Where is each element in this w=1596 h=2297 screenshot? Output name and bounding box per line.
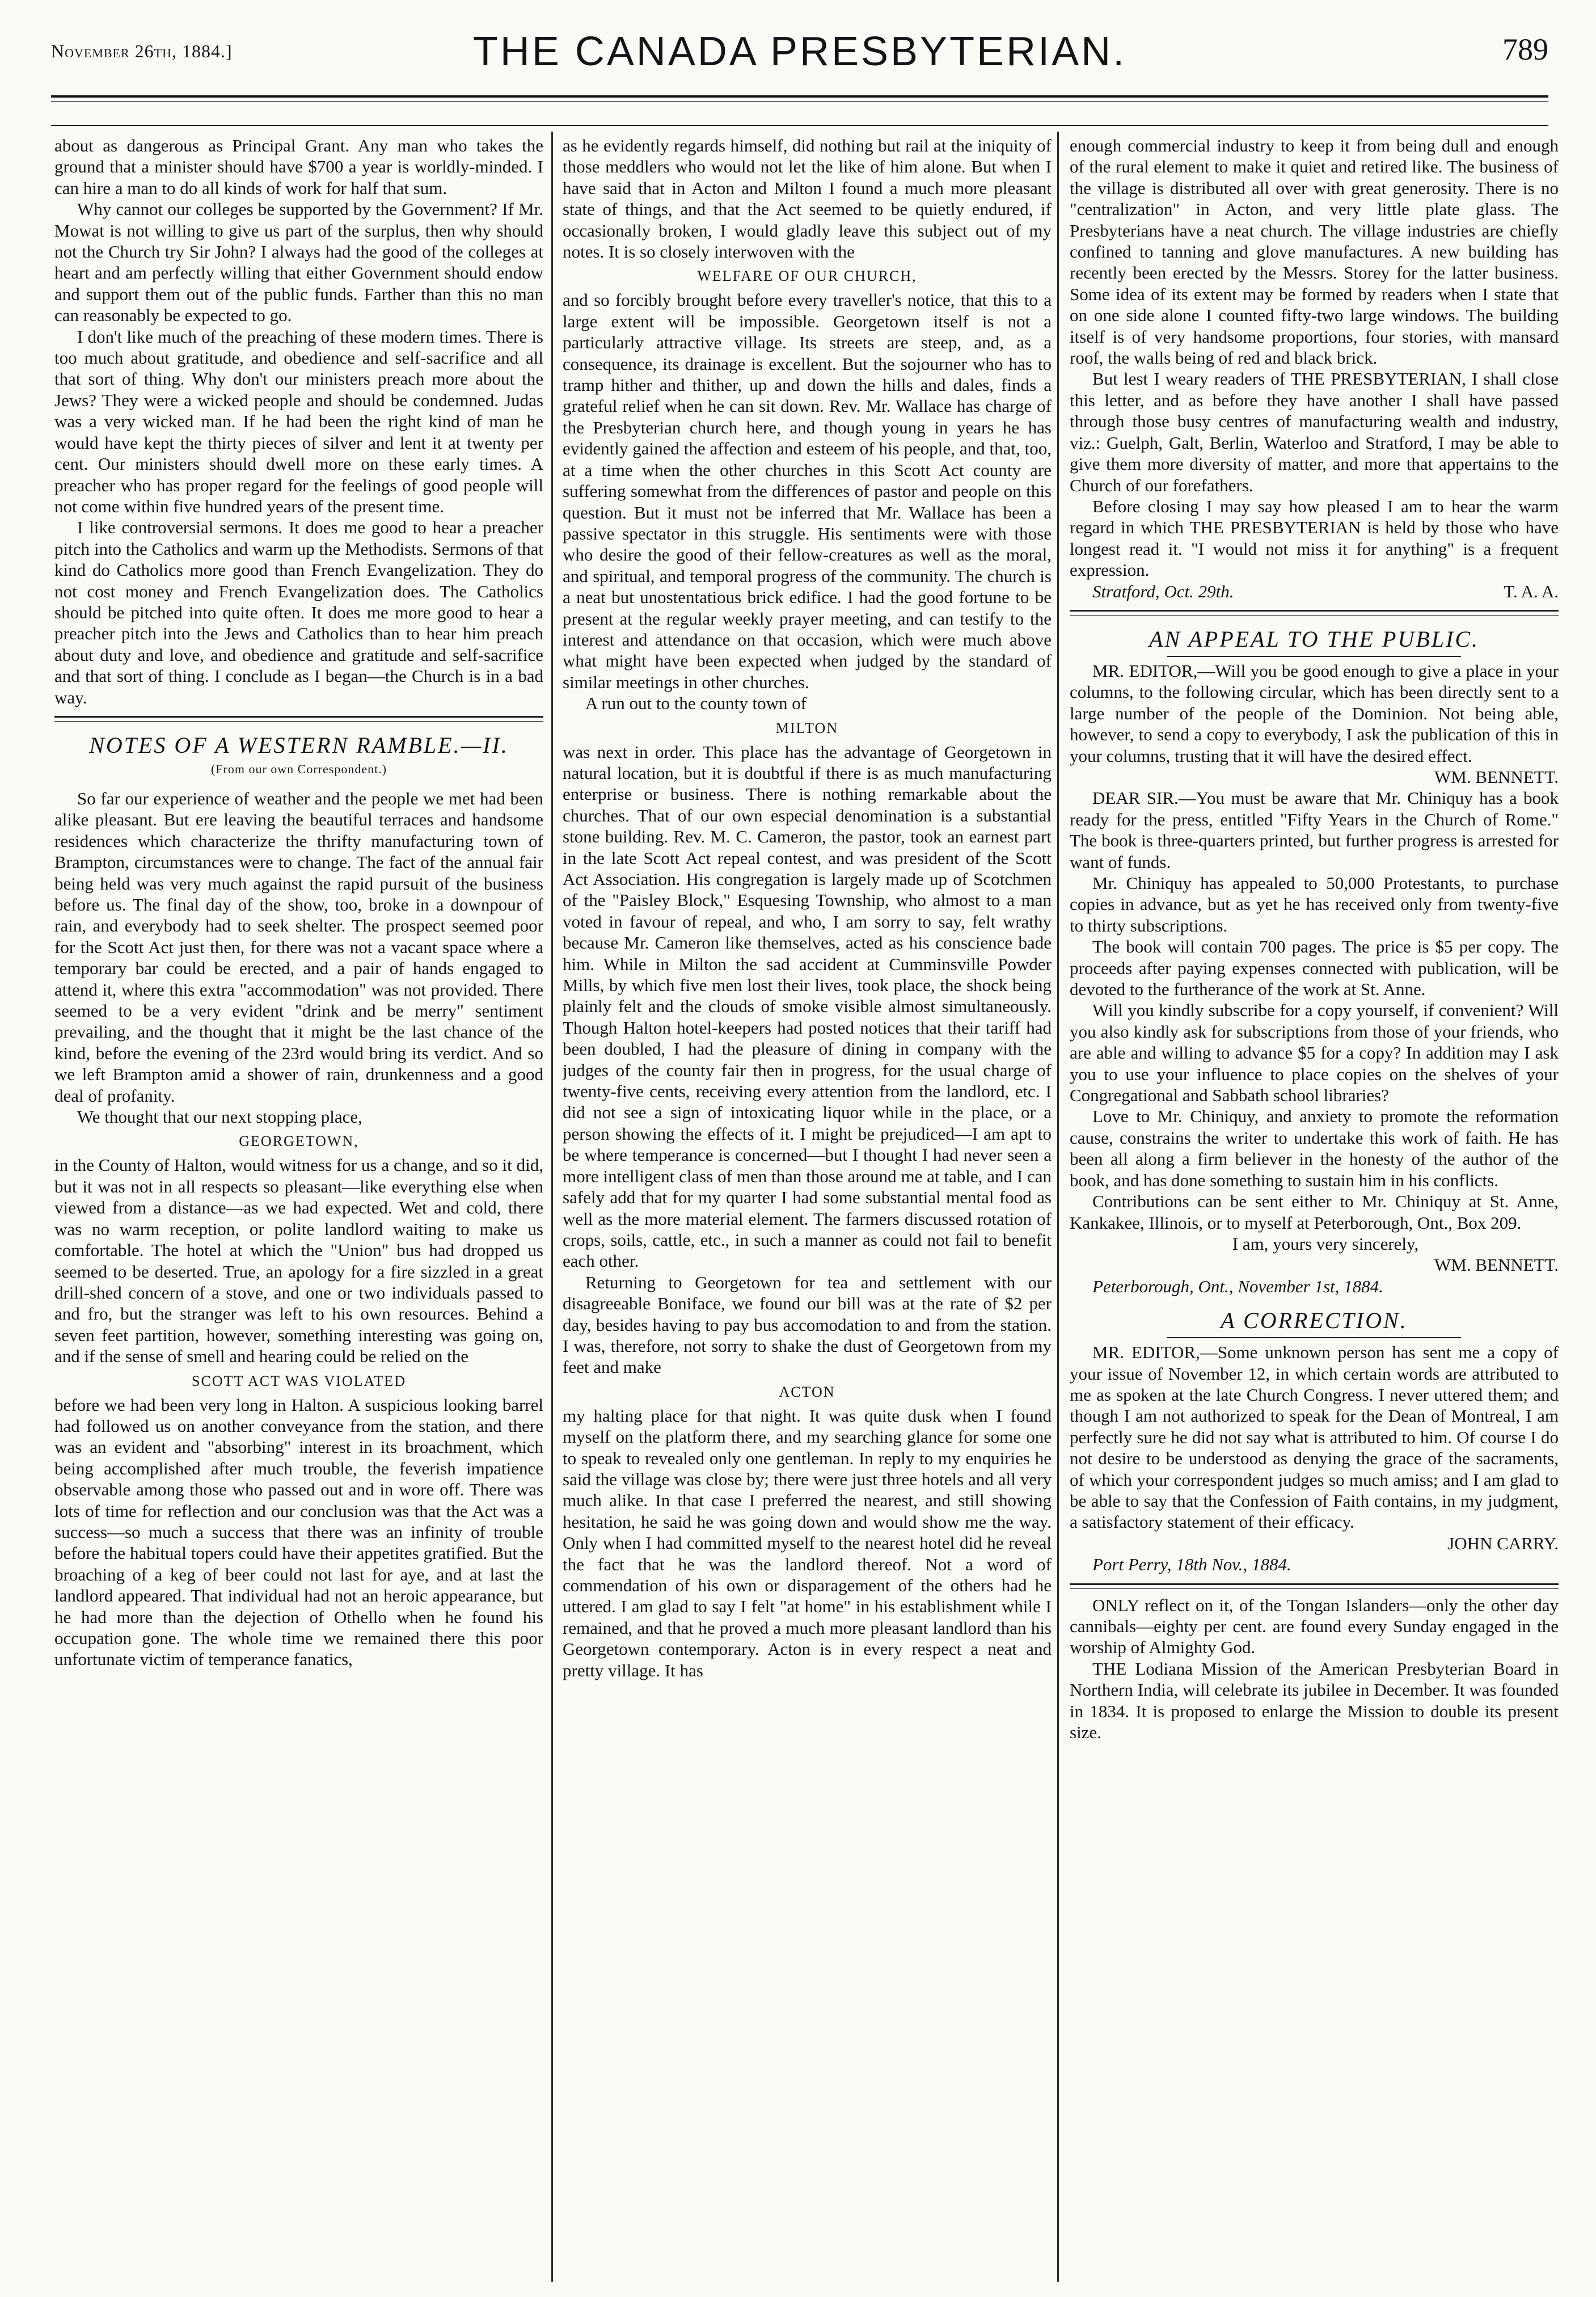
section-divider	[1070, 610, 1559, 616]
paragraph: We thought that our next stopping place,	[77, 1107, 362, 1127]
paragraph: Why cannot our colleges be supported by the Government? If Mr. Mowat is not willing to give us part of the surplus, then why should not the Church try Sir John? I always had the good of the colleges at heart and am perfectly willing that either Government should endow and support them out of the public funds. Farther than this no man can reasonably be expected to go.	[54, 199, 543, 326]
paragraph: Before closing I may say how pleased I am to hear the warm regard in which THE PRESBYTERIAN is held by those who have longest read it. "I would not miss it for anything" is a frequent expression.	[1070, 496, 1559, 580]
newspaper-title: THE CANADA PRESBYTERIAN.	[472, 29, 1127, 74]
paragraph: and so forcibly brought before every traveller's notice, that this to a large extent will be impossible. Georgetown itself is not a particularly attractive village. Its streets are steep, and, as a consequence, its drainage is excellent. But the sojourner who has to tramp hither and thither, up and down the hills and dales, finds a grateful relief when he can sit down. Rev. Mr. Wallace has charge of the Presbyterian church here, and though young in years he has evidently gained the affection and esteem of his people, and that, too, at a time when the other churches in this Scott Act county are suffering somewhat from the differences of pastor and people on this question. But it must not be inferred that Mr. Wallace has been a passive spectator in this struggle. His sentiments were with those who desire the good of their fellow-creatures as well as the moral, and spiritual, and temporal progress of the community. The church is a neat but unostentatious brick edifice. I had the good fortune to be present at the regular weekly prayer meeting, and can testify to the interest and attendance on that occasion, which were much above what might have been expected when judged by the standard of similar meetings in other churches.	[563, 290, 1052, 692]
paragraph: ONLY reflect on it, of the Tongan Islanders—only the other day cannibals—eighty per cent. are found every Sunday engaged in the worship of Almighty God.	[1070, 1595, 1559, 1658]
article-heading: A CORRECTION.	[1221, 1308, 1408, 1334]
dateline: Port Perry, 18th Nov., 1884.	[1092, 1554, 1291, 1575]
signature: WM. BENNETT.	[1434, 1255, 1559, 1275]
dateline: Stratford, Oct. 29th.	[1092, 581, 1234, 601]
paragraph: Returning to Georgetown for tea and settlement with our disagreeable Boniface, we found our bill was at the rate of $2 per day, besides having to pay bus accomodation to and from the station. I was, therefore, not sorry to shake the dust of Georgetown from my feet and make	[563, 1272, 1052, 1377]
masthead	[51, 24, 1548, 91]
section-divider	[54, 716, 543, 722]
subheading: GEORGETOWN,	[239, 1133, 359, 1150]
signature: JOHN CARRY.	[1447, 1533, 1559, 1553]
article-heading: NOTES OF A WESTERN RAMBLE.—II.	[89, 732, 509, 758]
paragraph: I don't like much of the preaching of these modern times. There is too much about gratitude, and obedience and self-sacrifice and all that sort of thing. Why don't our ministers preach more about the Jews? They were a wicked people and should be condemned. Judas was a very wicked man. If he had been the right kind of man he would have kept the thirty pieces of silver and lent it at twenty per cent. Our ministers should dwell more on these early times. A preacher who has proper regard for the feelings of good people will not come within five hundred years of the present time.	[54, 326, 543, 516]
paragraph: my halting place for that night. It was quite dusk when I found myself on the platform there, and my searching glance for some one to speak to revealed only one gentleman. In reply to my enquiries he said the village was close by; there were just three hotels and all very much alike. In that case I preferred the nearest, and still showing hesitation, he said he was going down and would show me the way. Only when I had committed myself to the nearest hotel did he reveal the fact that he was the landlord thereof. Not a word of commendation of his own or disparagement of the others had he uttered. I am glad to say I felt "at home" in his establishment while I remained, and that he proved a much more pleasant landlord than his Georgetown contemporary. Acton is in every respect a neat and pretty village. It has	[563, 1405, 1052, 1680]
subheading: MILTON	[775, 719, 839, 736]
paragraph: enough commercial industry to keep it from being dull and enough of the rural element to make it quiet and retired like. The business of the village is distributed all over with great generosity. There is no "centralization" in Acton, and very little plate glass. The Presbyterians have a neat church. The village industries are chiefly confined to tanning and glove manufactures. A new building has recently been erected by the Messrs. Storey for the latter business. Some idea of its extent may be formed by readers when I state that on one side alone I counted fifty-two large windows. The building itself is of very handsome proportions, four stories, with mansard roof, the walls being of red and black brick.	[1070, 136, 1559, 368]
masthead-rule-top	[51, 95, 1548, 98]
heading-rule	[1167, 656, 1460, 657]
page-number: 789	[1502, 32, 1548, 66]
paragraph: MR. EDITOR,—Some unknown person has sent me a copy of your issue of November 12, in which certain words are attributed to me as spoken at the late Church Congress. I never uttered them; and though I am not authorized to speak for the Dean of Montreal, I am perfectly sure he did not say what is attributed to him. Of course I do not desire to be understood as denying the grace of the sacraments, of which your correspondent judges so much amiss; and I am glad to be able to say that the Confession of Faith contains, in my judgment, a satisfactory statement of their efficacy.	[1070, 1342, 1559, 1532]
paragraph: Love to Mr. Chiniquy, and anxiety to promote the reformation cause, constrains the writer to undertake this work of faith. He has been all along a firm believer in the honesty of the author of the book, and has done something to sustain him in his conflicts.	[1070, 1106, 1559, 1190]
masthead-rule-bottom	[51, 101, 1548, 102]
article-heading: AN APPEAL TO THE PUBLIC.	[1149, 626, 1480, 652]
paragraph: MR. EDITOR,—Will you be good enough to give a place in your columns, to the following circular, which has been directly sent to a large number of the people of the Dominion. Not being able, however, to send a copy to everybody, I ask the publication of this in your columns, trusting that it will have the desired effect.	[1070, 660, 1559, 766]
paragraph: in the County of Halton, would witness for us a change, and so it did, but it was not in all respects so pleasant—like everything else when viewed from a distance—as we had expected. Wet and cold, there was no warm reception, or polite landlord waiting to make us comfortable. The hotel at which the "Union" bus had dropped us seemed to be deserted. True, an apology for a fire sizzled in a great drill-shed concern of a stove, and one or two individuals passed to and fro, but the stranger was left to his own resources. Behind a seven feet partition, however, something interesting was going on, and if the sense of smell and hearing could be relied on the	[54, 1155, 543, 1367]
column-divider-1	[551, 132, 553, 2282]
subheading: WELFARE OF OUR CHURCH,	[697, 268, 917, 285]
paragraph: about as dangerous as Principal Grant. Any man who takes the ground that a minister should have $700 a year is worldly-minded. I can hire a man to do all kinds of work for half that sum.	[54, 136, 543, 198]
signature: WM. BENNETT.	[1434, 766, 1559, 787]
paragraph: Contributions can be sent either to Mr. Chiniquy at St. Anne, Kankakee, Illinois, or to myself at Peterborough, Ont., Box 209.	[1070, 1191, 1559, 1233]
issue-date: November 26th, 1884.]	[51, 41, 233, 61]
column-1	[54, 135, 543, 2285]
letter-closing: I am, yours very sincerely,	[1232, 1233, 1419, 1254]
heading-rule	[1167, 1337, 1460, 1338]
article-byline: (From our own Correspondent.)	[210, 761, 387, 776]
column-2	[563, 135, 1052, 2285]
section-divider	[1070, 1583, 1559, 1589]
signature: T. A. A.	[1504, 581, 1559, 601]
paragraph: DEAR SIR.—You must be aware that Mr. Chiniquy has a book ready for the press, entitled "Fifty Years in the Church of Rome." The book is three-quarters printed, but further progress is arrested for want of funds.	[1070, 788, 1559, 872]
paragraph: as he evidently regards himself, did nothing but rail at the iniquity of those meddlers who would not let the like of him alone. But when I have said that in Acton and Milton I found a much more pleasant state of things, and that the Act seemed to be quietly endured, if occasionally broken, I would gladly leave this subject out of my notes. It is so closely interwoven with the	[563, 136, 1052, 262]
paragraph: I like controversial sermons. It does me good to hear a preacher pitch into the Catholics and warm up the Methodists. Sermons of that kind do Catholics more good than French Evangelization. They do not cost money and French Evangelization does. The Catholics should be pitched into quite often. It does me more good to hear a preacher pitch into the Jews and Catholics than to hear him preach about duty and love, and obedience and gratitude and self-sacrifice and that sort of thing. I conclude as I began—the Church is in a bad way.	[54, 517, 543, 707]
paragraph: But lest I weary readers of THE PRESBYTERIAN, I shall close this letter, and as before they have another I shall have passed through those busy centres of manufacturing wealth and industry, viz.: Guelph, Galt, Berlin, Waterloo and Stratford, I may be able to give them more diversity of matter, and more that appertains to the Church of our forefathers.	[1070, 369, 1559, 495]
paragraph: So far our experience of weather and the people we met had been alike pleasant. But ere leaving the beautiful terraces and handsome residences which characterize the thrifty manufacturing town of Brampton, circumstances were to change. The fact of the annual fair being held was very much against the rapid pursuit of the business before us. The final day of the show, too, broke in a downpour of rain, and everybody had to seek shelter. The prospect seemed poor for the Scott Act just then, for there was not a vacant space where a temporary bar could be erected, and a pair of hands engaged to attend it, where this extra "accommodation" was not provided. There seemed to be a very evident "drink and be merry" sentiment prevailing, and the thought that it might be the last chance of the kind, before the evening of the 23rd would bring its verdict. And so we left Brampton amid a shower of rain, drunkenness and a good deal of profanity.	[54, 788, 543, 1106]
paragraph: Will you kindly subscribe for a copy yourself, if convenient? Will you also kindly ask for subscriptions from those of your friends, who are able and willing to advance $5 for a copy? In addition may I ask you to use your influence to place copies on the shelves of your Congregational and Sabbath school libraries?	[1070, 1000, 1559, 1106]
subheading: SCOTT ACT WAS VIOLATED	[192, 1372, 406, 1389]
dateline: Peterborough, Ont., November 1st, 1884.	[1092, 1276, 1383, 1296]
subheading: ACTON	[779, 1383, 835, 1400]
paragraph: Mr. Chiniquy has appealed to 50,000 Protestants, to purchase copies in advance, but as yet he has received only from twenty-five to thirty subscriptions.	[1070, 873, 1559, 935]
paragraph: before we had been very long in Halton. A suspicious looking barrel had followed us on another conveyance from the station, and there was an evident and "absorbing" interest in its broachment, which being accomplished after much trouble, the feverish impatience observable among those who passed out and in wore off. There was lots of time for reflection and our conclusion was that the Act was a success—so much a success that there was an infinity of trouble before the habitual topers could have their appetites gratified. But the broaching of a keg of beer could not last for aye, and at last the landlord appeared. That individual had not an heroic appearance, but he had more than the dejection of Othello when he found his occupation gone. The whole time we remained there this poor unfortunate victim of temperance fanatics,	[54, 1394, 543, 1670]
dateline-signature	[1070, 581, 1559, 602]
column-3	[1070, 135, 1559, 2285]
paragraph: A run out to the county town of	[585, 693, 807, 714]
paragraph: THE Lodiana Mission of the American Presbyterian Board in Northern India, will celebrate its jubilee in December. It was founded in 1834. It is proposed to enlarge the Mission to double its present size.	[1070, 1658, 1559, 1743]
paragraph: was next in order. This place has the advantage of Georgetown in natural location, but it is doubtful if there is as much manufacturing enterprise or business. There is nothing remarkable about the churches. That of our own especial denomination is a substantial stone building. Rev. M. C. Cameron, the pastor, took an earnest part in the late Scott Act repeal contest, and was president of the Scott Act Association. His congregation is largely made up of Scotchmen of the "Paisley Block," Esquesing Township, who almost to a man voted in favour of repeal, and who, I am sorry to say, felt wrathy because Mr. Cameron like themselves, acted as his conscience bade him. While in Milton the sad accident at Cumminsville Powder Mills, by which five men lost their lives, took place, the shock being plainly felt and the clouds of smoke visible almost simultaneously. Though Halton hotel-keepers had posted notices that their tariff had been doubled, I had the pleasure of dining in company with the judges of the county fair then in progress, for the usual charge of twenty-five cents, receiving every attention from the landlord, etc. I did not see a sign of intoxicating liquor while in the place, or a person showing the effects of it. I might be prejudiced—I am apt to be where temperance is concerned—but I thought I had never seen a more intelligent class of men than those around me at table, and I can safely add that for my quarter I had some substantial mental food as well as the more material element. The farmers discussed rotation of crops, soils, cattle, etc., in such a manner as could not fail to benefit each other.	[563, 741, 1052, 1271]
column-divider-2	[1057, 132, 1059, 2282]
paragraph: The book will contain 700 pages. The price is $5 per copy. The proceeds after paying expenses connected with publication, will be devoted to the furtherance of the work at St. Anne.	[1070, 937, 1559, 1000]
column-top-rule	[51, 125, 1548, 126]
